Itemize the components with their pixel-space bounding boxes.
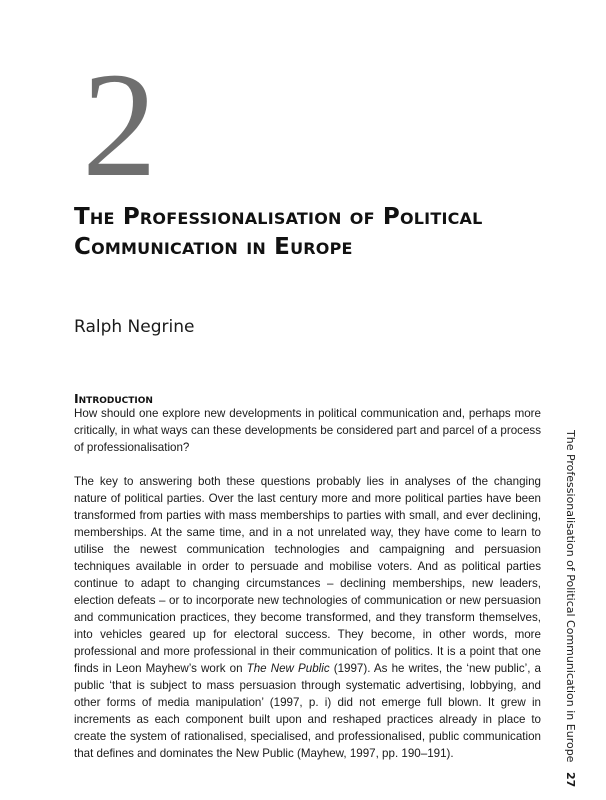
page-number: 27 <box>564 771 577 788</box>
chapter-title: The Professionalisation of Political Communication in Europe <box>74 204 483 260</box>
paragraph-2-part-2: (1997). As he writes, the ‘new public’, a public ‘that is subject to mass persuasion through systematic advertising, lobbying, and other forms of media manipulation’ (1997, p. i) did not emerge full blown. It grew in increments as each component built upon and reshaped practices already in place to create the system of rationalised, specialised, and professionalised, public communication that defines and dominates the New Public (Mayhew, 1997, pp. 190–191). <box>74 662 541 760</box>
running-head <box>564 430 577 787</box>
body-text <box>74 405 541 762</box>
section-heading: Introduction <box>74 391 153 406</box>
paragraph-1: How should one explore new developments in political communication and, perhaps more critically, in what ways can these developments be considered part and parcel of a process of professionalisation? <box>74 407 541 454</box>
paragraph-2 <box>74 473 541 762</box>
author-name: Ralph Negrine <box>74 317 195 337</box>
running-head-title: The Professionalisation of Political Communication in Europe <box>564 430 577 763</box>
paragraph-2-part-1: The key to answering both these questions probably lies in analyses of the changing nature of political parties. Over the last century more and more political parties have been transformed from parties with mass memberships to parties with small, and ever declining, memberships. At the same time, and in a not unrelated way, they have come to learn to utilise the newest communication technologies and campaigning and persuasion techniques available in order to persuade and mobilise voters. And as political parties continue to adapt to changing circumstances – declining memberships, new leaders, election defeats – or to incorporate new technologies of communication or new persuasion and communication practices, they become transformed, and they transform themselves, into vehicles geared up for electoral success. They become, in other words, more professional and more professional in their communication of politics. It is a point that one finds in Leon Mayhew’s work on <box>74 475 541 675</box>
chapter-number: 2 <box>82 42 157 208</box>
book-title-italic: The New Public <box>246 662 330 675</box>
